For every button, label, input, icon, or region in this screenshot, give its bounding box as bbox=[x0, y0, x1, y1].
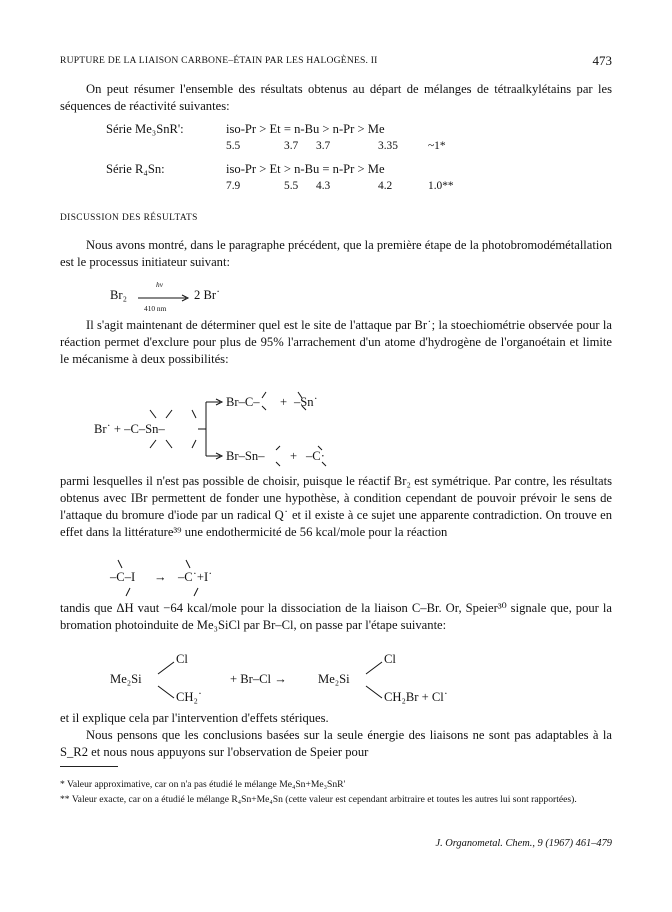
paragraph-1: Nous avons montré, dans le paragraphe précédent, que la première étape de la photobromodémétallation est le processus initiateur suivant: bbox=[60, 238, 612, 269]
product-bottom-a: Br–Sn– bbox=[226, 449, 265, 463]
eq2-right: –C˙+I˙ bbox=[178, 570, 213, 584]
eq3-left-up: Cl bbox=[176, 652, 188, 666]
eq3-right-main: Me₂Si bbox=[318, 672, 350, 686]
reaction-arrow-icon bbox=[138, 294, 190, 302]
series-value: 3.35 bbox=[378, 140, 398, 152]
series-value: 5.5 bbox=[226, 140, 241, 152]
paragraph-5: et il explique cela par l'intervention d'effets stériques. bbox=[60, 711, 329, 725]
eq3-right-up: Cl bbox=[384, 652, 396, 666]
product-top-plus: + bbox=[280, 395, 288, 409]
eq3-left-main: Me₂Si bbox=[110, 672, 142, 686]
paragraph-6: Nous pensons que les conclusions basées sur la seule énergie des liaisons ne sont pas adaptables à la S_R2 et nous nous appuyons sur l'observation de Speier pour bbox=[60, 728, 612, 759]
equation-speier-step bbox=[110, 652, 490, 708]
series-sequence: iso-Pr > Et > n-Bu = n-Pr > Me bbox=[226, 162, 385, 176]
eq1-over: hν bbox=[156, 280, 163, 289]
series-value: 4.2 bbox=[378, 180, 393, 192]
product-bottom-b: –C· bbox=[306, 449, 325, 463]
series-value: 4.3 bbox=[316, 180, 331, 192]
series-value: ~1* bbox=[428, 140, 446, 152]
equation-photolysis bbox=[110, 282, 260, 316]
footnote-1: * Valeur approximative, car on n'a pas étudié le mélange Me₄Sn+Me₃SnR' bbox=[60, 779, 346, 790]
eq1-under: 410 nm bbox=[144, 304, 167, 313]
eq2-left: –C–I bbox=[110, 570, 136, 584]
footnote-2: ** Valeur exacte, car on a étudié le mélange R₄Sn+Me₄Sn (cette valeur est cependant arbitraire et toutes les autres lui sont rapportées). bbox=[60, 794, 577, 805]
scheme-mechanism bbox=[94, 388, 394, 470]
journal-reference: J. Organometal. Chem., 9 (1967) 461–479 bbox=[435, 838, 612, 849]
eq3-left-down: CH₂˙ bbox=[176, 690, 203, 704]
series-value: 3.7 bbox=[284, 140, 299, 152]
series-label: Série R₄Sn: bbox=[106, 162, 165, 176]
eq3-middle: + Br–Cl → bbox=[230, 672, 287, 686]
product-top-b: –Sn˙ bbox=[294, 395, 318, 409]
running-title: RUPTURE DE LA LIAISON CARBONE–ÉTAIN PAR LES HALOGÈNES. II bbox=[60, 55, 378, 66]
paper-page bbox=[60, 0, 612, 912]
eq1-right: 2 Br˙ bbox=[194, 288, 221, 302]
section-heading: DISCUSSION DES RÉSULTATS bbox=[60, 213, 198, 223]
running-header bbox=[60, 53, 612, 69]
scheme-reactant: Br˙ + –C–Sn– bbox=[94, 422, 165, 436]
paragraph-3: parmi lesquelles il n'est pas possible de choisir, puisque le réactif Br₂ est symétrique. Par contre, les résultats obtenus avec IBr permettent de fonder une hypothèse, à condition cependant de pouvoir prévoir le sens de l'attaque du bromure d'iode par un radical Q˙ et il existe à ce sujet une apparente contradiction. On trouve en effet dans la littérature³⁹ une endothermicité de 56 kcal/mole pour la réaction bbox=[60, 474, 612, 539]
series-values bbox=[226, 180, 486, 194]
series-sequence: iso-Pr > Et = n-Bu > n-Pr > Me bbox=[226, 122, 385, 136]
equation-ci-dissociation bbox=[110, 556, 290, 600]
series-value: 7.9 bbox=[226, 180, 241, 192]
page-number: 473 bbox=[592, 53, 612, 68]
series-value: 3.7 bbox=[316, 140, 331, 152]
product-top-a: Br–C– bbox=[226, 395, 260, 409]
product-bottom-plus: + bbox=[290, 449, 298, 463]
paragraph-4: tandis que ΔH vaut −64 kcal/mole pour la dissociation de la liaison C–Br. Or, Speier³⁰ signale que, pour la bromation photoinduite de Me₃SiCl par Br–Cl, on passe par l'étape suivante: bbox=[60, 601, 612, 632]
series-value: 1.0** bbox=[428, 180, 454, 192]
eq2-arrow: → bbox=[154, 570, 167, 584]
intro-paragraph: On peut résumer l'ensemble des résultats obtenus au départ de mélanges de tétraalkylétains par les séquences de réactivité suivantes: bbox=[60, 82, 612, 113]
paragraph-2: Il s'agit maintenant de déterminer quel est le site de l'attaque par Br˙; la stoechiométrie observée pour la réaction permet d'exclure pour plus de 95% l'arrachement d'un atome d'hydrogène de l'organoétain et limite le mécanisme à deux possibilités: bbox=[60, 318, 612, 366]
series-label: Série Me₃SnR': bbox=[106, 122, 184, 136]
series-values bbox=[226, 140, 486, 154]
series-value: 5.5 bbox=[284, 180, 299, 192]
eq3-right-down: CH₂Br + Cl˙ bbox=[384, 690, 448, 704]
eq1-left: Br₂ bbox=[110, 288, 127, 302]
footnote-rule bbox=[60, 766, 118, 767]
